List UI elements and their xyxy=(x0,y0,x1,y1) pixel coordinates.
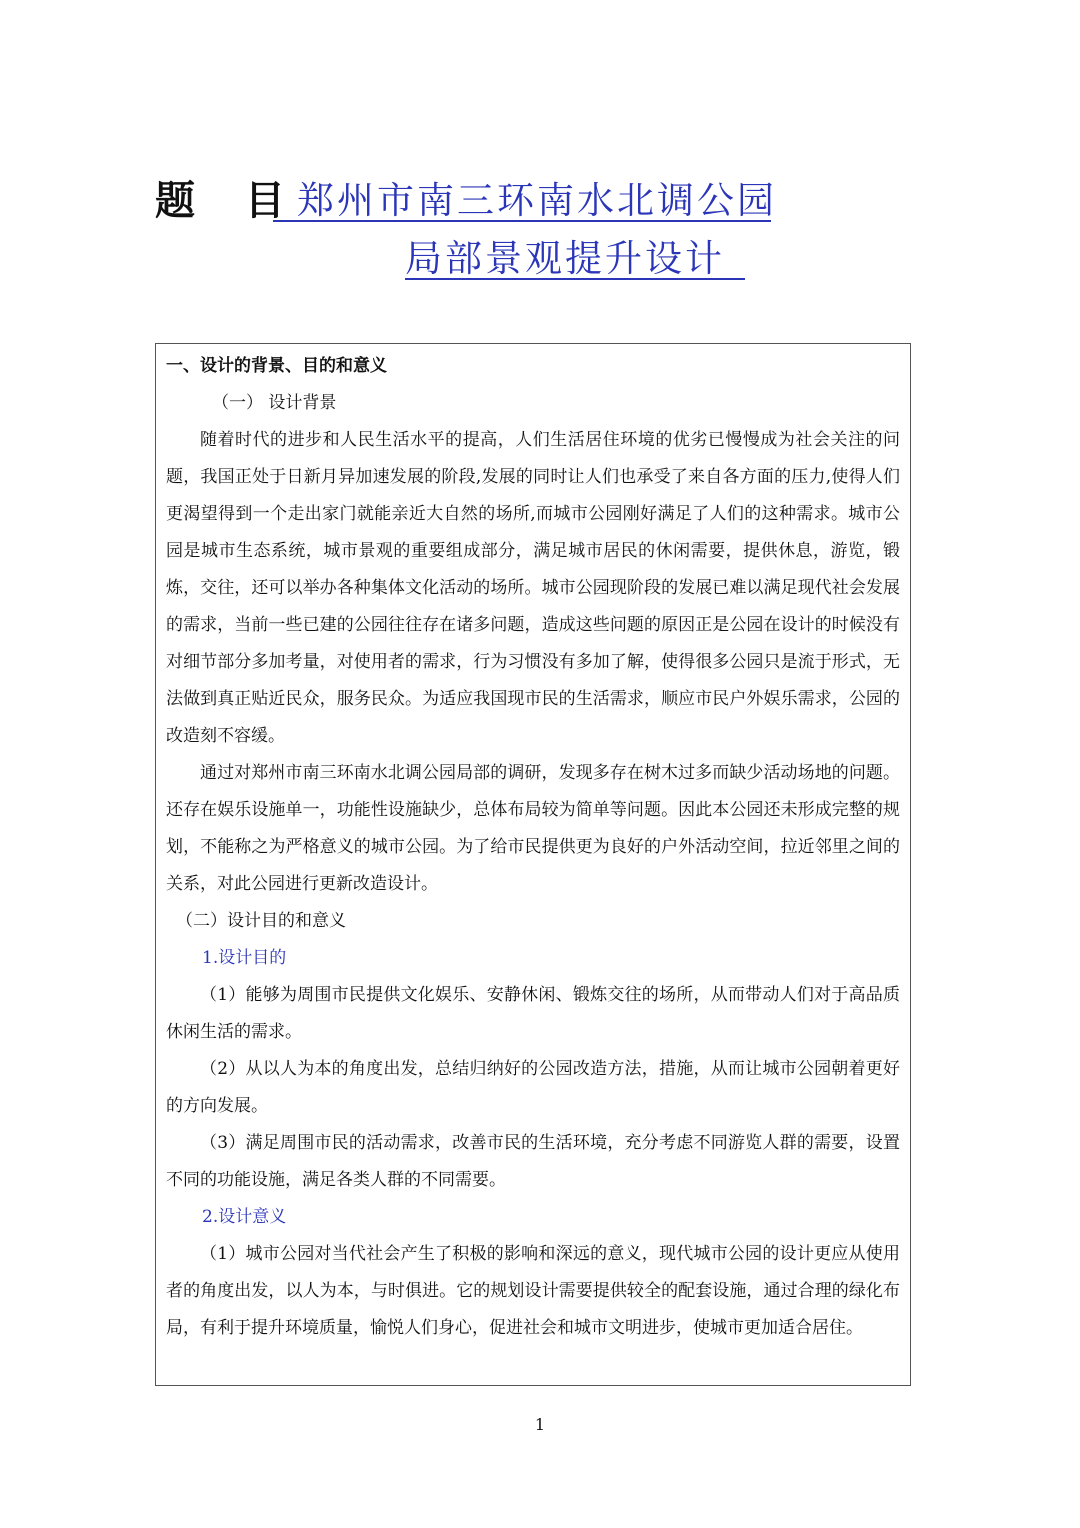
background-paragraph-1: 随着时代的进步和人民生活水平的提高，人们生活居住环境的优劣已慢慢成为社会关注的问题，我国正处于日新月异加速发展的阶段,发展的同时让人们也承受了来自各方面的压力,使得人们更渴望得到一个走出家门就能亲近大自然的场所,而城市公园刚好满足了人们的这种需求。城市公园是城市生态系统，城市景观的重要组成部分，满足城市居民的休闲需要，提供休息，游览，锻炼，交往，还可以举办各种集体文化活动的场所。城市公园现阶段的发展已难以满足现代社会发展的需求，当前一些已建的公园往往存在诸多问题，造成这些问题的原因正是公园在设计的时候没有对细节部分多加考量，对使用者的需求，行为习惯没有多加了解，使得很多公园只是流于形式，无法做到真正贴近民众，服务民众。为适应我国现市民的生活需求，顺应市民户外娱乐需求，公园的改造刻不容缓。 xyxy=(166,430,900,746)
document-title-block xyxy=(0,0,1080,300)
content-box xyxy=(155,343,911,1386)
title-line-2: 局部景观提升设计 xyxy=(405,234,745,280)
significance-heading: 2.设计意义 xyxy=(202,1207,287,1227)
background-heading: （一） 设计背景 xyxy=(212,393,337,413)
title-line-1: 郑州市南三环南水北调公园 xyxy=(273,176,771,222)
section-heading: 一、设计的背景、目的和意义 xyxy=(166,356,387,376)
background-paragraph-2: 通过对郑州市南三环南水北调公园局部的调研，发现多存在树木过多而缺少活动场地的问题。还存在娱乐设施单一，功能性设施缺少，总体布局较为简单等问题。因此本公园还未形成完整的规划，不能称之为严格意义的城市公园。为了给市民提供更为良好的户外活动空间，拉近邻里之间的关系，对此公园进行更新改造设计。 xyxy=(166,763,900,894)
significance-item-1: （1）城市公园对当代社会产生了积极的影响和深远的意义，现代城市公园的设计更应从使用者的角度出发，以人为本，与时俱进。它的规划设计需要提供较全的配套设施，通过合理的绿化布局，有利于提升环境质量，愉悦人们身心，促进社会和城市文明进步，使城市更加适合居住。 xyxy=(166,1244,900,1338)
title-label: 题 目 xyxy=(155,177,303,224)
goals-heading: 1.设计目的 xyxy=(202,948,287,968)
goal-item-1: （1）能够为周围市民提供文化娱乐、安静休闲、锻炼交往的场所，从而带动人们对于高品质休闲生活的需求。 xyxy=(166,985,900,1042)
goal-item-2: （2）从以人为本的角度出发，总结归纳好的公园改造方法，措施，从而让城市公园朝着更好的方向发展。 xyxy=(166,1059,900,1116)
page-number: 1 xyxy=(534,1415,546,1434)
goal-item-3: （3）满足周围市民的活动需求，改善市民的生活环境，充分考虑不同游览人群的需要，设置不同的功能设施，满足各类人群的不同需要。 xyxy=(166,1133,900,1190)
purpose-heading: （二）设计目的和意义 xyxy=(176,911,346,931)
